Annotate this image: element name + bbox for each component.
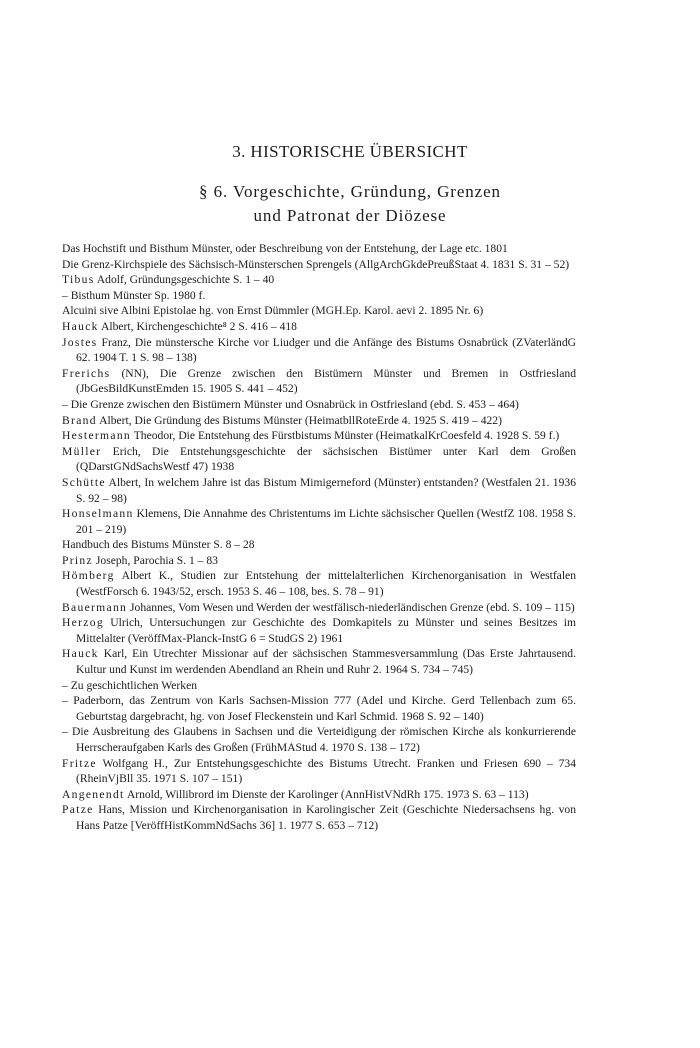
entry-text: Hans, Mission und Kirchenorganisation in Karolingischer Zeit (Geschichte Niedersachsens hg. von Hans Patze [VeröffHistKommNdSachs 36] 1. 1977 S. 653 – 712): [76, 803, 576, 832]
entry-text: Johannes, Vom Wesen und Werden der westfälisch-niederländischen Grenze (ebd. S. 109 – 115): [127, 600, 575, 614]
entry-text: Wolfgang H., Zur Entstehungsgeschichte des Bistums Utrecht. Franken und Friesen 690 – 734 (RheinVjBll 35. 1971 S. 107 – 151): [76, 756, 576, 786]
bibliography-list: [62, 241, 576, 834]
entry-author: Hauck: [62, 647, 99, 661]
section-heading: [0, 180, 700, 228]
entry-author: Herzog: [62, 616, 104, 630]
entry-text: Albert, Kirchengeschichte⁸ 2 S. 416 – 418: [98, 319, 297, 333]
entry-text: Arnold, Willibrord im Dienste der Karolinger (AnnHistVNdRh 175. 1973 S. 63 – 113): [124, 787, 529, 801]
bibliography-entry: [62, 475, 576, 506]
entry-text: Erich, Die Entstehungsgeschichte der sächsischen Bistümer unter Karl dem Großen (QDarstGNdSachsWestf 47) 1938: [76, 444, 576, 474]
entry-text: Albert K., Studien zur Entstehung der mittelalterlichen Kirchenorganisation in Westfalen (WestfForsch 6. 1943/52, ersch. 1953 S. 46 – 108, bes. S. 78 – 91): [76, 569, 576, 599]
entry-author: Hestermann: [62, 429, 132, 443]
section-heading-line-2: und Patronat der Diözese: [253, 206, 447, 225]
bibliography-entry: [62, 678, 576, 694]
bibliography-entry: [62, 553, 576, 569]
chapter-heading: 3. HISTORISCHE ÜBERSICHT: [232, 142, 468, 161]
entry-text: Franz, Die münstersche Kirche vor Liudger und die Anfänge des Bistums Osnabrück (ZVaterländG 62. 1904 T. 1 S. 98 – 138): [76, 335, 576, 365]
entry-text: – Bisthum Münster Sp. 1980 f.: [62, 288, 206, 302]
entry-author: Patze: [62, 803, 94, 817]
entry-text: – Zu geschichtlichen Werken: [62, 678, 198, 692]
entry-text: Das Hochstift und Bisthum Münster, oder Beschreibung von der Entstehung, der Lage etc. 1801: [62, 242, 508, 255]
entry-text: Die Grenz-Kirchspiele des Sächsisch-Münsterschen Sprengels (AllgArchGkdePreußStaat 4. 1831 S. 31 – 52): [62, 257, 570, 271]
bibliography-entry: [62, 257, 576, 273]
entry-author: Schütte: [62, 475, 106, 489]
bibliography-entry: [62, 615, 576, 646]
bibliography-entry: [62, 397, 576, 413]
bibliography-entry: [62, 428, 576, 444]
bibliography-entry: [62, 600, 576, 616]
entry-author: Jostes: [62, 335, 98, 349]
entry-author: Hauck: [62, 319, 99, 333]
entry-author: Angenendt: [62, 787, 125, 801]
bibliography-entry: [62, 787, 576, 803]
entry-text: Klemens, Die Annahme des Christentums im Lichte sächsischer Quellen (WestfZ 108. 1958 S. 201 – 219): [76, 507, 576, 536]
bibliography-entry: [62, 568, 576, 599]
entry-text: – Paderborn, das Zentrum von Karls Sachsen-Mission 777 (Adel und Kirche. Gerd Tellenbach zum 65. Geburtstag dargebracht, hg. von Josef Fleckenstein und Karl Schmid. 1968 S. 92 – 140): [62, 694, 576, 723]
entry-text: Albert, Die Gründung des Bistums Münster (HeimatbllRoteErde 4. 1925 S. 419 – 422): [96, 413, 502, 427]
entry-text: – Die Ausbreitung des Glaubens in Sachsen und die Verteidigung der römischen Kirche als konkurrierende Herrscheraufgaben Karls des Großen (FrühMAStud 4. 1970 S. 138 – 172): [62, 725, 576, 754]
entry-author: Brand: [62, 413, 97, 427]
bibliography-entry: [62, 288, 576, 304]
bibliography-entry: [62, 693, 576, 724]
entry-author: Hömberg: [62, 569, 115, 583]
entry-text: – Die Grenze zwischen den Bistümern Münster und Osnabrück in Ostfriesland (ebd. S. 453 – 464): [62, 397, 519, 411]
entry-author: Fritze: [62, 756, 97, 770]
entry-author: Tibus: [62, 273, 95, 287]
entry-text: Ulrich, Untersuchungen zur Geschichte des Domkapitels zu Münster und seines Besitzes im Mittelalter (VeröffMax-Planck-InstG 6 = StudGS 2) 1961: [76, 616, 576, 645]
entry-author: Bauermann: [62, 600, 128, 614]
bibliography-entry: [62, 241, 576, 257]
bibliography-entry: [62, 335, 576, 366]
section-heading-line-1: § 6. Vorgeschichte, Gründung, Grenzen: [199, 182, 501, 201]
bibliography-entry: [62, 646, 576, 677]
bibliography-entry: [62, 272, 576, 288]
entry-text: (NN), Die Grenze zwischen den Bistümern Münster und Bremen in Ostfriesland (JbGesBildKunstEmden 15. 1905 S. 441 – 452): [76, 366, 576, 396]
entry-author: Frerichs: [62, 366, 111, 380]
entry-text: Adolf, Gründungsgeschichte S. 1 – 40: [94, 273, 275, 287]
entry-author: Honselmann: [62, 507, 134, 521]
bibliography-entry: [62, 724, 576, 755]
entry-author: Prinz: [62, 553, 93, 567]
entry-text: Albert, In welchem Jahre ist das Bistum Mimigerneford (Münster) entstanden? (Westfalen 21. 1936 S. 92 – 98): [76, 475, 576, 505]
entry-text: Theodor, Die Entstehung des Fürstbistums Münster (HeimatkalKrCoesfeld 4. 1928 S. 59 f.): [131, 429, 560, 443]
entry-text: Handbuch des Bistums Münster S. 8 – 28: [62, 538, 255, 552]
bibliography-entry: [62, 506, 576, 537]
bibliography-entry: [62, 802, 576, 833]
entry-text: Joseph, Parochia S. 1 – 83: [92, 553, 218, 567]
bibliography-entry: [62, 303, 576, 319]
bibliography-entry: [62, 366, 576, 397]
entry-text: Karl, Ein Utrechter Missionar auf der sächsischen Stammesversammlung (Das Erste Jahrtausend. Kultur und Kunst im werdenden Abendland an Rhein und Ruhr 2. 1964 S. 734 – 745): [76, 647, 576, 677]
bibliography-entry: [62, 413, 576, 429]
bibliography-entry: [62, 319, 576, 335]
bibliography-entry: [62, 444, 576, 475]
bibliography-entry: [62, 756, 576, 787]
entry-author: Müller: [62, 444, 102, 458]
bibliography-entry: [62, 537, 576, 553]
entry-text: Alcuini sive Albini Epistolae hg. von Ernst Dümmler (MGH.Ep. Karol. aevi 2. 1895 Nr. 6): [62, 304, 484, 318]
